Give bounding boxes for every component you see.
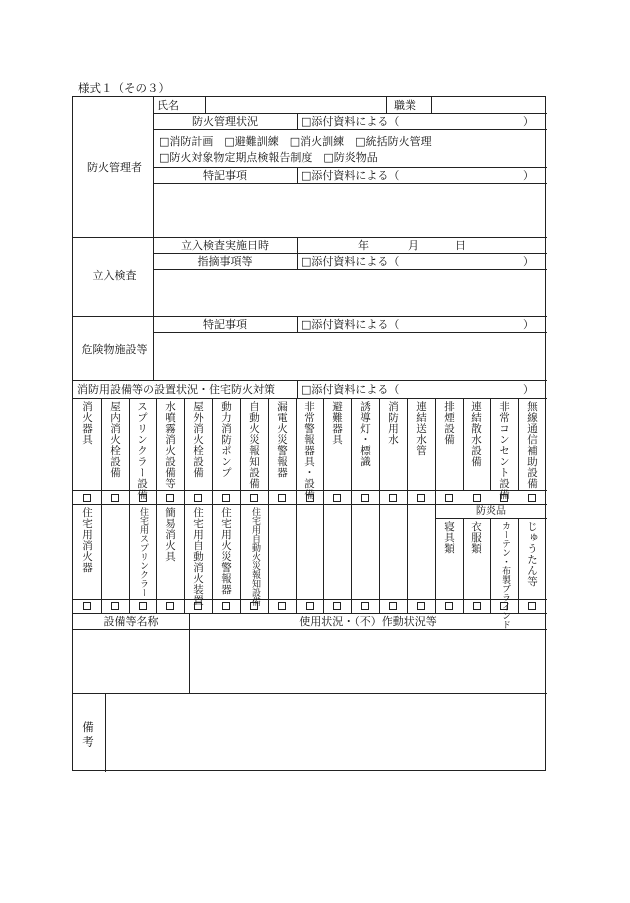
inspection-year: 年: [358, 239, 369, 252]
home-equipment-checkbox[interactable]: [473, 602, 481, 610]
equipment-label: 連結送水管: [415, 401, 427, 456]
home-equipment-label: 住宅用火災警報器: [220, 507, 232, 595]
equipment-label: 誘導灯・標識: [359, 401, 371, 467]
hazardous-attached-docs[interactable]: □添付資料による（: [301, 318, 400, 331]
equipment-label: 無線通信補助設備: [526, 401, 538, 489]
status-attached-docs[interactable]: □添付資料による（: [301, 115, 400, 128]
equipment-checkbox[interactable]: [222, 494, 230, 502]
home-equipment-checkbox[interactable]: [445, 602, 453, 610]
home-equipment-label: 簡易消火具: [164, 507, 176, 562]
fire-management-status-label: 防火管理状況: [192, 115, 258, 128]
home-equipment-label: 住宅用消火器: [81, 507, 93, 573]
hazardous-close-paren: ）: [523, 318, 534, 331]
equipment-checkbox[interactable]: [500, 494, 508, 502]
equipment-label: 排煙設備: [443, 401, 455, 445]
remarks-label: 備考: [81, 721, 95, 750]
equipment-checkbox[interactable]: [389, 494, 397, 502]
equipment-checkbox[interactable]: [417, 494, 425, 502]
equipment-checkbox[interactable]: [333, 494, 341, 502]
findings-label: 指摘事項等: [197, 255, 253, 268]
findings-close-paren: ）: [523, 255, 534, 268]
equipment-attached-docs[interactable]: □添付資料による（: [301, 383, 400, 396]
home-equipment-checkbox[interactable]: [222, 602, 230, 610]
occupation-label: 職業: [394, 99, 416, 112]
equipment-checkbox[interactable]: [306, 494, 314, 502]
flame-retardant-header: 防炎品: [476, 506, 506, 517]
equipment-checkbox[interactable]: [528, 494, 536, 502]
equipment-checkbox[interactable]: [250, 494, 258, 502]
home-equipment-checkbox[interactable]: [528, 602, 536, 610]
home-equipment-checkbox[interactable]: [250, 602, 258, 610]
fire-manager-section-label: 防火管理者: [87, 161, 142, 174]
inspection-day: 日: [455, 239, 466, 252]
equipment-name-header: 設備等名称: [103, 615, 159, 628]
equipment-checkbox[interactable]: [445, 494, 453, 502]
home-equipment-label: 住宅用自動火災報知設備: [250, 507, 260, 606]
equipment-label: 消火器具: [81, 401, 93, 445]
home-equipment-checkbox[interactable]: [166, 602, 174, 610]
equipment-checkbox[interactable]: [278, 494, 286, 502]
equipment-label: 非常警報器具・設備: [303, 401, 315, 500]
hazardous-notes-label: 特記事項: [203, 318, 247, 331]
usage-status-header: 使用状況・（不）作動状況等: [299, 615, 437, 628]
equipment-label: 避難器具: [331, 401, 343, 445]
flame-retardant-item: 衣服類: [470, 521, 482, 554]
home-equipment-label: 住宅用スプリンクラー: [138, 507, 148, 597]
equipment-checkbox[interactable]: [473, 494, 481, 502]
home-equipment-checkbox[interactable]: [389, 602, 397, 610]
flame-retardant-item: 寝具類: [443, 521, 455, 554]
equipment-checkbox[interactable]: [361, 494, 369, 502]
home-equipment-label: 住宅用自動消火装置: [192, 507, 204, 606]
equipment-checkbox[interactable]: [83, 494, 91, 502]
inspection-month: 月: [408, 239, 419, 252]
inspection-date-label: 立入検査実施日時: [181, 239, 269, 252]
fire-management-checklist-1[interactable]: □消防計画 □避難訓練 □消火訓練 □統括防火管理: [159, 135, 432, 148]
home-equipment-checkbox[interactable]: [194, 602, 202, 610]
home-equipment-checkbox[interactable]: [417, 602, 425, 610]
equipment-label: 連結散水設備: [470, 401, 482, 467]
equipment-label: 水噴霧消火設備等: [164, 401, 176, 489]
equipment-heading: 消防用設備等の設置状況・住宅防火対策: [77, 383, 275, 396]
inspection-section-label: 立入検査: [92, 269, 137, 282]
equipment-label: 自動火災報知設備: [248, 401, 260, 489]
equipment-label: 屋内消火栓設備: [109, 401, 121, 478]
home-equipment-checkbox[interactable]: [306, 602, 314, 610]
equipment-label: スプリンクラー設備: [136, 401, 148, 500]
notes-close-paren: ）: [523, 169, 534, 182]
name-label: 氏名: [157, 99, 179, 112]
fire-manager-notes-label: 特記事項: [203, 169, 247, 182]
equipment-label: 消防用水: [387, 401, 399, 445]
home-equipment-checkbox[interactable]: [500, 602, 508, 610]
equipment-label: 屋外消火栓設備: [192, 401, 204, 478]
equipment-label: 動力消防ポンプ: [220, 401, 232, 478]
inspection-form: [72, 96, 546, 771]
page-title: 様式１（その３）: [78, 81, 170, 95]
findings-attached-docs[interactable]: □添付資料による（: [301, 255, 400, 268]
equipment-label: 非常コンセント設備: [498, 401, 510, 500]
hazardous-section-label: 危険物施設等: [81, 343, 148, 356]
equipment-label: 漏電火災警報器: [276, 401, 288, 478]
home-equipment-checkbox[interactable]: [333, 602, 341, 610]
home-equipment-checkbox[interactable]: [361, 602, 369, 610]
equipment-checkbox[interactable]: [166, 494, 174, 502]
home-equipment-checkbox[interactable]: [83, 602, 91, 610]
home-equipment-checkbox[interactable]: [139, 602, 147, 610]
notes-attached-docs[interactable]: □添付資料による（: [301, 169, 400, 182]
flame-retardant-item: カーテン・布製ブラインド: [500, 521, 510, 629]
home-equipment-checkbox[interactable]: [278, 602, 286, 610]
equipment-checkbox[interactable]: [111, 494, 119, 502]
home-equipment-checkbox[interactable]: [111, 602, 119, 610]
status-close-paren: ）: [523, 115, 534, 128]
equipment-checkbox[interactable]: [194, 494, 202, 502]
flame-retardant-item: じゅうたん等: [526, 521, 538, 587]
equipment-close-paren: ）: [523, 383, 534, 396]
equipment-checkbox[interactable]: [139, 494, 147, 502]
fire-management-checklist-2[interactable]: □防火対象物定期点検報告制度 □防炎物品: [159, 151, 378, 164]
